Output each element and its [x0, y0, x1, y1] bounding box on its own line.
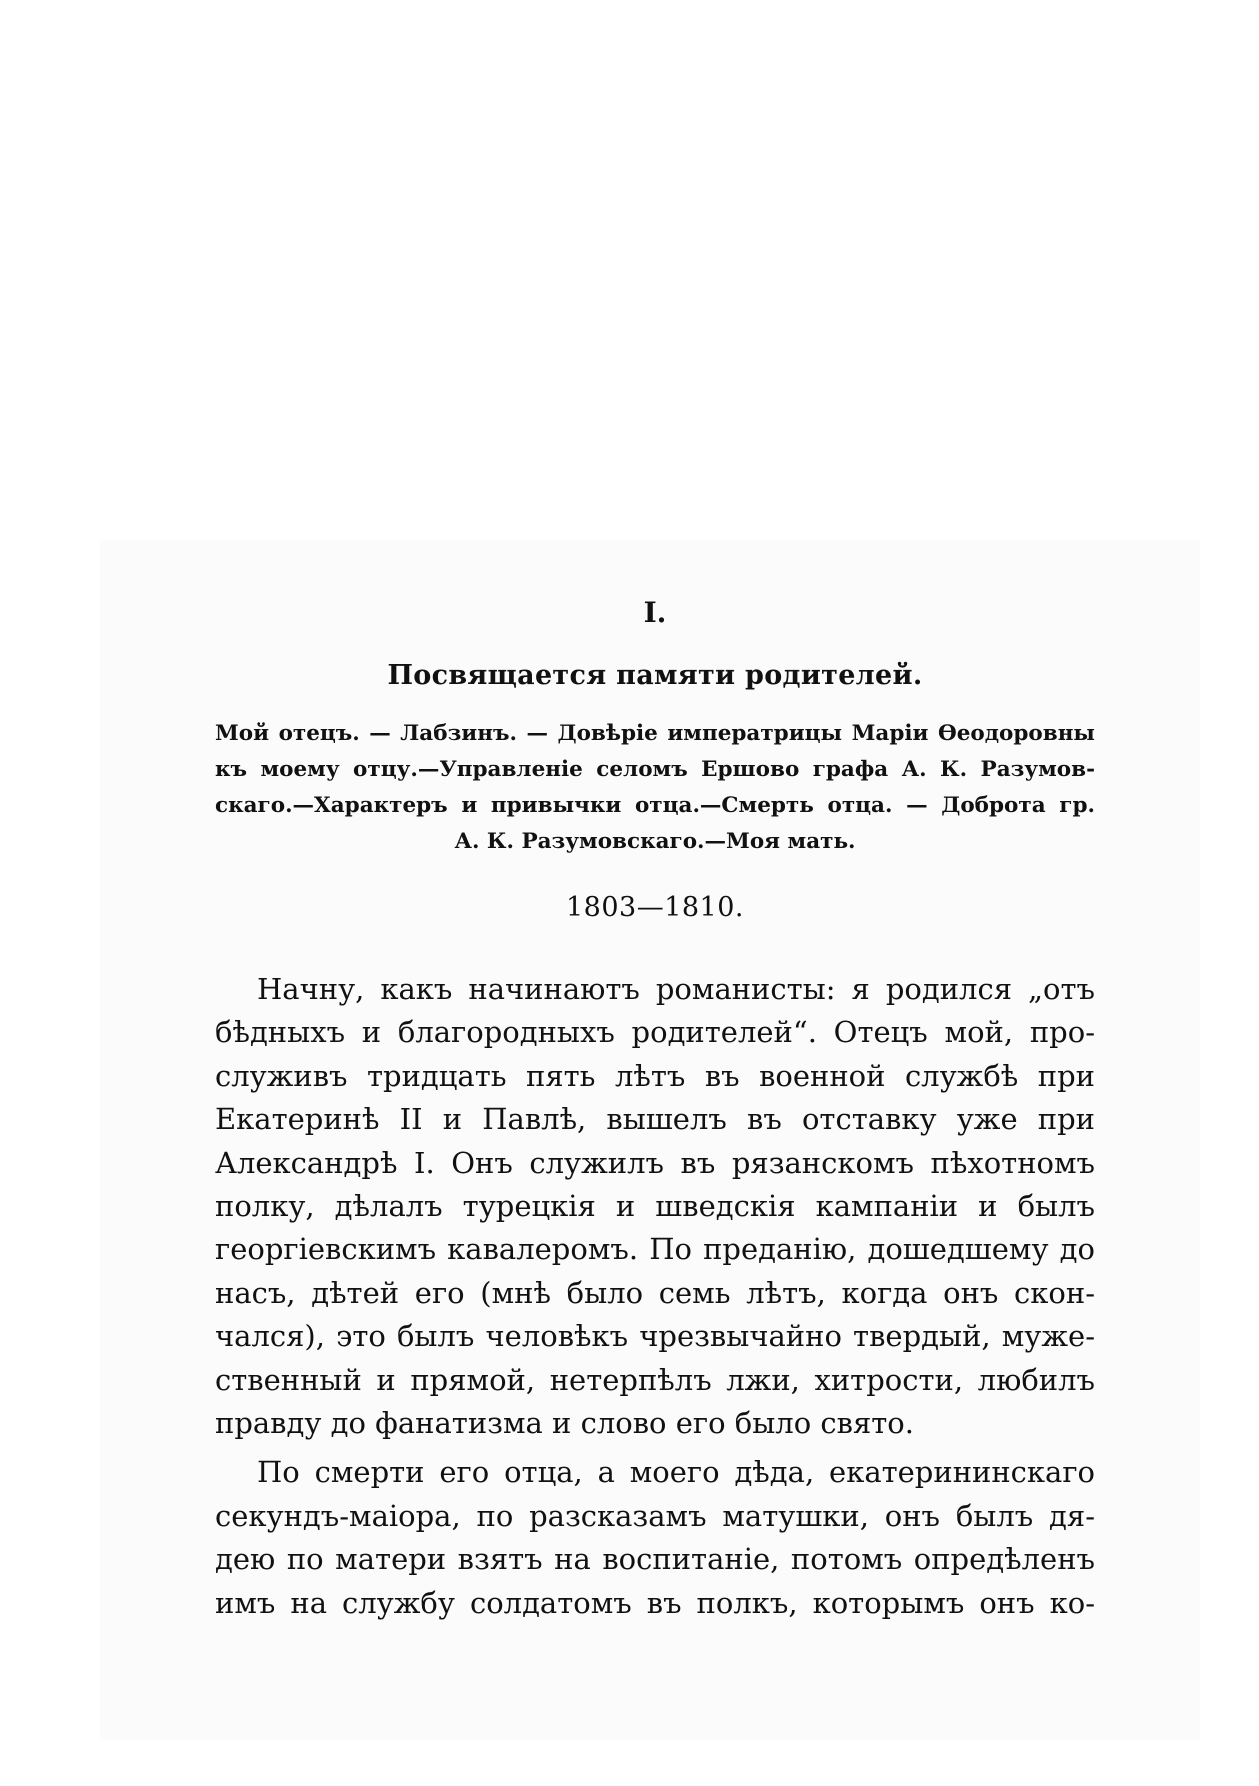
summary-line: Мой отецъ. — Лабзинъ. — Довѣріе императрицы Маріи Ѳеодоровны	[215, 721, 1095, 746]
text-line: Александрѣ I. Онъ служилъ въ рязанскомъ пѣхотномъ	[215, 1145, 1095, 1180]
summary-line: А. К. Разумовскаго.—Моя мать.	[454, 829, 856, 854]
chapter-years: 1803—1810.	[565, 892, 744, 923]
text-line: служивъ тридцать пять лѣтъ въ военной службѣ при	[215, 1058, 1095, 1093]
text-line: секундъ-маіора, по разсказамъ матушки, онъ былъ дя-	[215, 1498, 1095, 1533]
text-line: Екатеринѣ II и Павлѣ, вышелъ въ отставку уже при	[215, 1102, 1095, 1137]
chapter-number: I.	[643, 596, 667, 629]
text-line: дею по матери взятъ на воспитаніе, потомъ опредѣленъ	[215, 1542, 1095, 1577]
body-text	[215, 968, 1095, 1625]
chapter-title: Посвящается памяти родителей.	[387, 660, 923, 691]
text-line: полку, дѣлалъ турецкія и шведскія кампаніи и былъ	[215, 1189, 1095, 1224]
text-line: насъ, дѣтей его (мнѣ было семь лѣтъ, когда онъ скон-	[215, 1275, 1095, 1310]
text-line: ственный и прямой, нетерпѣлъ лжи, хитрости, любилъ	[215, 1362, 1095, 1397]
text-line: правду до фанатизма и слово его было свято.	[215, 1406, 914, 1441]
text-line: Начну, какъ начинаютъ романисты: я родился „отъ	[257, 972, 1095, 1006]
text-line: бѣдныхъ и благородныхъ родителей“. Отецъ мой, про-	[215, 1015, 1095, 1050]
paragraph	[215, 968, 1095, 1445]
paragraph	[215, 1451, 1095, 1625]
page-text	[215, 592, 1095, 1625]
summary-line: къ моему отцу.—Управленіе селомъ Ершово графа А. К. Разумов-	[215, 757, 1095, 782]
text-line: чался), это былъ человѣкъ чрезвычайно твердый, муже-	[215, 1319, 1095, 1354]
summary-line: скаго.—Характеръ и привычки отца.—Смерть отца. — Доброта гр.	[215, 793, 1095, 818]
text-line: георгіевскимъ кавалеромъ. По преданію, дошедшему до	[215, 1232, 1095, 1267]
text-line: имъ на службу солдатомъ въ полкъ, которымъ онъ ко-	[215, 1585, 1095, 1620]
text-line: По смерти его отца, а моего дѣда, екатерининскаго	[257, 1455, 1095, 1490]
chapter-summary	[215, 716, 1095, 860]
